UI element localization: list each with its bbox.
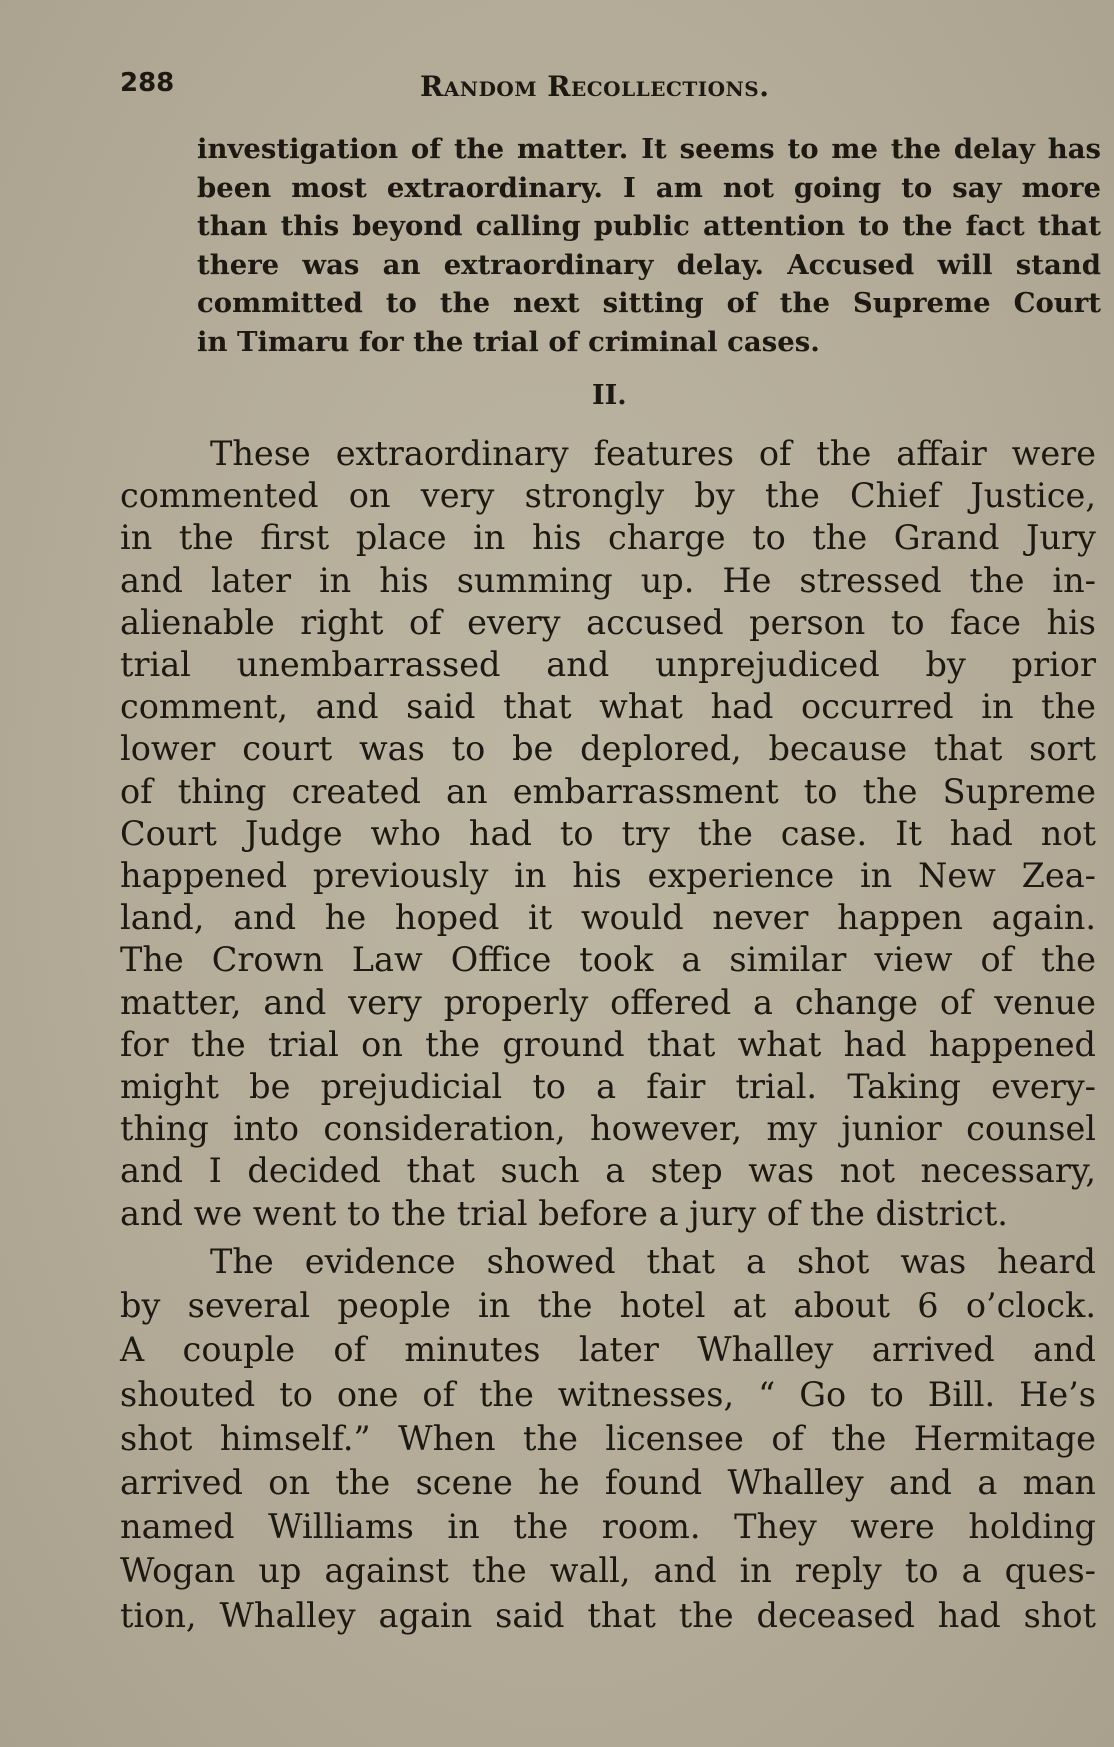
page-header [120, 68, 1100, 108]
paragraph-line: A couple of minutes later Whalley arrived and [120, 1330, 1096, 1370]
paragraph-line: matter, and very properly offered a change of venue [120, 982, 1096, 1022]
paragraph-line: alienable right of every accused person to face his [120, 602, 1096, 642]
paragraph-line: trial unembarrassed and unprejudiced by prior [120, 645, 1096, 685]
paragraph-2 [120, 1240, 1096, 1638]
paragraph-line: comment, and said that what had occurred in the [120, 687, 1096, 727]
paragraph-line: These extraordinary features of the affair were [210, 434, 1096, 473]
paragraph-line: happened previously in his experience in New Zea- [120, 856, 1096, 896]
paragraph-line: The Crown Law Office took a similar view of the [120, 940, 1096, 980]
paragraph-line: Court Judge who had to try the case. It had not [120, 813, 1096, 853]
paragraph-line: The evidence showed that a shot was heard [210, 1242, 1096, 1281]
paragraph-line: shouted to one of the witnesses, “ Go to Bill. He’s [120, 1374, 1096, 1414]
quote-line: there was an extraordinary delay. Accused will stand [197, 248, 1101, 281]
quote-line: been most extraordinary. I am not going to say more [197, 171, 1101, 204]
paragraph-line: might be prejudicial to a fair trial. Taking every- [120, 1067, 1096, 1107]
paragraph-line: of thing created an embarrassment to the Supreme [120, 771, 1096, 811]
quote-line: than this beyond calling public attention to the fact that [197, 210, 1101, 242]
paragraph-line: in the first place in his charge to the Grand Jury [120, 518, 1096, 558]
paragraph-line: shot himself.” When the licensee of the Hermitage [120, 1418, 1096, 1458]
quote-line: committed to the next sitting of the Supreme Court [197, 287, 1101, 319]
paragraph-line: and I decided that such a step was not necessary, [120, 1151, 1096, 1191]
quote-line: in Timaru for the trial of criminal cases. [197, 325, 820, 358]
paragraph-line: Wogan up against the wall, and in reply to a ques- [120, 1551, 1096, 1591]
paragraph-line: for the trial on the ground that what had happened [120, 1024, 1096, 1064]
page-number: 288 [120, 68, 175, 98]
quoted-passage [197, 130, 1101, 361]
paragraph-line: by several people in the hotel at about 6 o’clock. [120, 1286, 1096, 1326]
paragraph-line: tion, Whalley again said that the deceased had shot [120, 1595, 1096, 1635]
paragraph-line: thing into consideration, however, my junior counsel [120, 1109, 1096, 1149]
running-title: Random Recollections. [420, 70, 770, 103]
paragraph-line: commented on very strongly by the Chief Justice, [120, 476, 1096, 516]
section-heading: II. [592, 380, 627, 411]
paragraph-line: and we went to the trial before a jury of the district. [120, 1193, 1008, 1233]
paragraph-1 [120, 433, 1096, 1235]
quote-line: investigation of the matter. It seems to me the delay has [197, 133, 1101, 165]
paragraph-line: land, and he hoped it would never happen again. [120, 898, 1096, 938]
paragraph-line: lower court was to be deplored, because that sort [120, 729, 1096, 769]
paragraph-line: and later in his summing up. He stressed the in- [120, 560, 1096, 600]
paragraph-line: named Williams in the room. They were holding [120, 1507, 1096, 1547]
paragraph-line: arrived on the scene he found Whalley and a man [120, 1463, 1096, 1503]
